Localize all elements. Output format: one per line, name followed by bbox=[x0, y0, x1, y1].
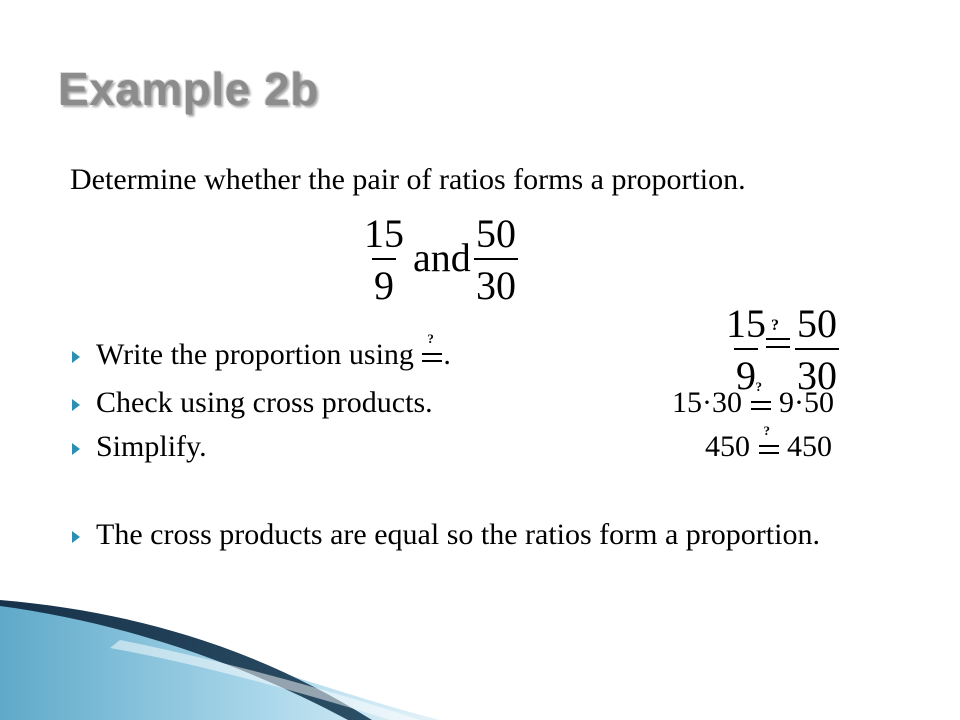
given-fraction-1-numerator: 15 bbox=[364, 211, 404, 256]
proportion-question-mark: ? bbox=[771, 317, 779, 334]
step-cross-products-text: Check using cross products. bbox=[96, 386, 433, 419]
question-equals-mark: ? bbox=[427, 331, 434, 346]
given-fraction-2-numerator: 50 bbox=[476, 211, 516, 256]
question-equals-mark: ? bbox=[763, 423, 770, 438]
proportion-fraction-1-numerator: 15 bbox=[726, 301, 766, 346]
given-fraction-1-denominator: 9 bbox=[372, 258, 396, 306]
cross-products-rhs: 9·50 bbox=[779, 386, 834, 419]
cross-products-lhs: 15·30 bbox=[672, 386, 742, 419]
instruction-text: Determine whether the pair of ratios forms a proportion. bbox=[70, 163, 746, 196]
conclusion-text: The cross products are equal so the ratios form a proportion. bbox=[96, 518, 820, 551]
proportion-fraction-2-denominator: 30 bbox=[795, 348, 839, 396]
simplify-rhs: 450 bbox=[787, 430, 832, 463]
question-equals-mark: ? bbox=[755, 379, 762, 394]
simplify-lhs: 450 bbox=[705, 430, 750, 463]
step-simplify-text: Simplify. bbox=[96, 430, 207, 463]
proportion-fraction-2-numerator: 50 bbox=[797, 301, 837, 346]
step-write-suffix: . bbox=[443, 338, 451, 371]
slide-title: Example 2b bbox=[58, 63, 319, 115]
given-fraction-2-denominator: 30 bbox=[474, 258, 518, 306]
given-connector: and bbox=[413, 235, 471, 280]
step-write-text: Write the proportion using bbox=[96, 338, 422, 371]
proportion-fraction-1-denominator: 9 bbox=[734, 348, 758, 396]
